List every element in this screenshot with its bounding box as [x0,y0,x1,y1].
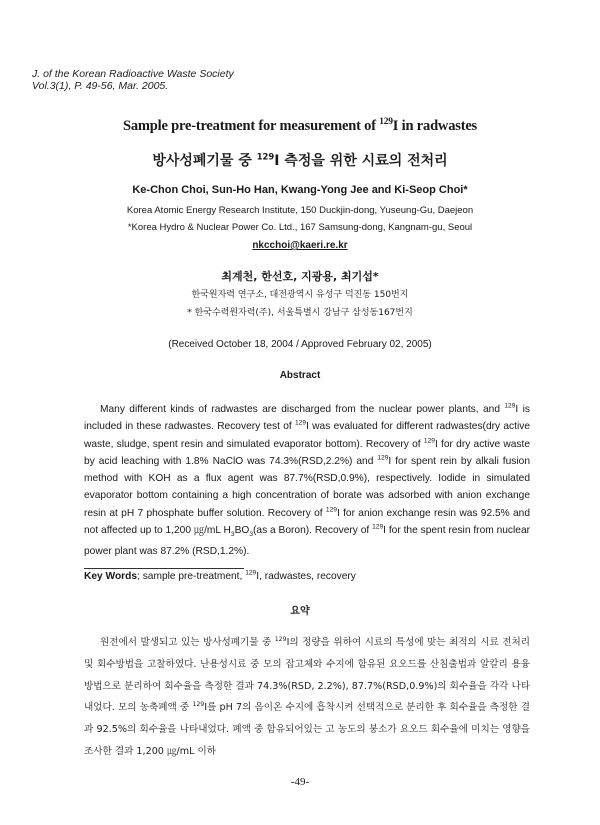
korean-summary-body [84,632,530,763]
keywords-divider [84,568,244,569]
journal-name: J. of the Korean Radioactive Waste Society [32,68,234,80]
korean-text: I를 pH 7의 음이온 수지에 흡착시켜 선택적으로 분리한 후 회수율을 측정한 결과 92.5%의 회수율을 나타내었다. 폐액 중 함유되어있는 고 농도의 붕소가 요오드 회수율에 미치는 영향을 조사한 결과 1,200 ㎍/mL 이하 [84,702,530,757]
journal-citation [32,68,234,92]
title-text-end: I in radwastes [392,118,478,134]
abstract-text: I for dry active waste by acid leaching with 1.8% NaClO was 74.3%(RSD,2.2%) and [84,438,531,467]
isotope-superscript: 129 [256,151,275,162]
received-dates: (Received October 18, 2004 / Approved February 02, 2005) [168,339,432,350]
isotope-superscript: 129 [504,402,516,410]
formula-subscript: 3 [249,531,254,539]
abstract-body [84,401,530,561]
title-ko-text-end: I 측정을 위한 시료의 전처리 [274,153,448,169]
isotope-superscript: 129 [423,437,435,445]
korean-summary-heading: 요약 [290,606,310,617]
abstract-text: I for spent rein by alkali fusion method with KOH as a flux agent was 87.7%(RSD,0.9%), respectively. Iodide in simulated evaporator bottom containing a high concentration of borate was adsorbed with anion exchange resin at pH 7 phosphate buffer solution. Recovery of [84,455,530,519]
title-english [0,118,600,135]
affiliation-english-1: Korea Atomic Energy Research Institute, 150 Duckjin-dong, Yuseung-Gu, Daejeon [126,205,474,216]
isotope-superscript: 129 [377,454,389,462]
keywords-text: ; sample pre-treatment, [137,571,246,582]
keywords [84,571,356,582]
isotope-superscript: 129 [245,569,257,577]
isotope-superscript: 129 [274,635,287,643]
abstract-text: Many different kinds of radwastes are discharged from the nuclear power plants, and [100,404,505,415]
isotope-superscript: 129 [379,117,393,128]
keywords-label: Key Words [84,571,138,582]
abstract-text: I is included in these radwastes. Recovery test of [84,404,530,433]
authors-english: Ke-Chon Choi, Sun-Ho Han, Kwang-Yong Jee and Ki-Seop Choi* [132,184,468,196]
isotope-superscript: 129 [372,523,384,531]
abstract-text: I for the spent resin from nuclear power plant was 87.2% (RSD,1.2%). [84,525,531,558]
page-number: -49- [290,776,310,788]
journal-volume: Vol.3(1), P. 49-56, Mar. 2005. [32,80,169,92]
korean-text: 원전에서 발생되고 있는 방사성폐기물 중 [100,637,275,648]
title-text: Sample pre-treatment for measurement of [122,118,380,134]
affiliation-korean-1: 한국원자력 연구소, 대전광역시 유성구 덕진동 150번지 [191,290,409,300]
title-ko-text: 방사성폐기물 중 [152,153,257,169]
isotope-superscript: 129 [192,701,205,709]
affiliation-korean-2: * 한국수력원자력(주), 서울특별시 강남구 삼성동167번지 [187,308,413,318]
affiliation-english-2: *Korea Hydro & Nuclear Power Co. Ltd., 167 Samsung-dong, Kangnam-gu, Seoul [127,222,473,233]
title-korean [0,150,600,170]
abstract-text: I was evaluated for different radwastes(dry active waste, sludge, spent resin and simulated evaporator bottom). Recovery of [84,421,530,450]
abstract-text: (as a Boron). Recovery of [253,525,373,537]
isotope-superscript: 129 [325,506,337,514]
abstract-text: I for anion exchange resin was 92.5% and not affected up to 1,200 ㎍/mL H [84,507,530,537]
korean-text: I의 정량을 위하여 시료의 특성에 맞는 최적의 시료 전처리 및 회수방법을 고찰하였다. 난용성시료 중 모의 잡고체와 수지에 함유된 요오드를 산침출법과 알칼리 용융방법으로 분리하여 회수율을 측정한 결과 74.3%(RSD, 2.2%), 87.7%(RSD,0.9%)의 회수율을 각각 나타내었다. 모의 농축폐액 중 [84,637,530,714]
email-link[interactable]: nkcchoi@kaeri.re.kr [252,240,348,251]
formula-subscript: 3 [230,531,235,539]
isotope-superscript: 129 [295,419,307,427]
abstract-text: BO [234,525,250,537]
authors-korean: 최계천, 한선호, 지광용, 최기섭* [221,270,379,283]
abstract-heading: Abstract [279,370,321,381]
keywords-text-end: I, radwastes, recovery [256,571,356,582]
